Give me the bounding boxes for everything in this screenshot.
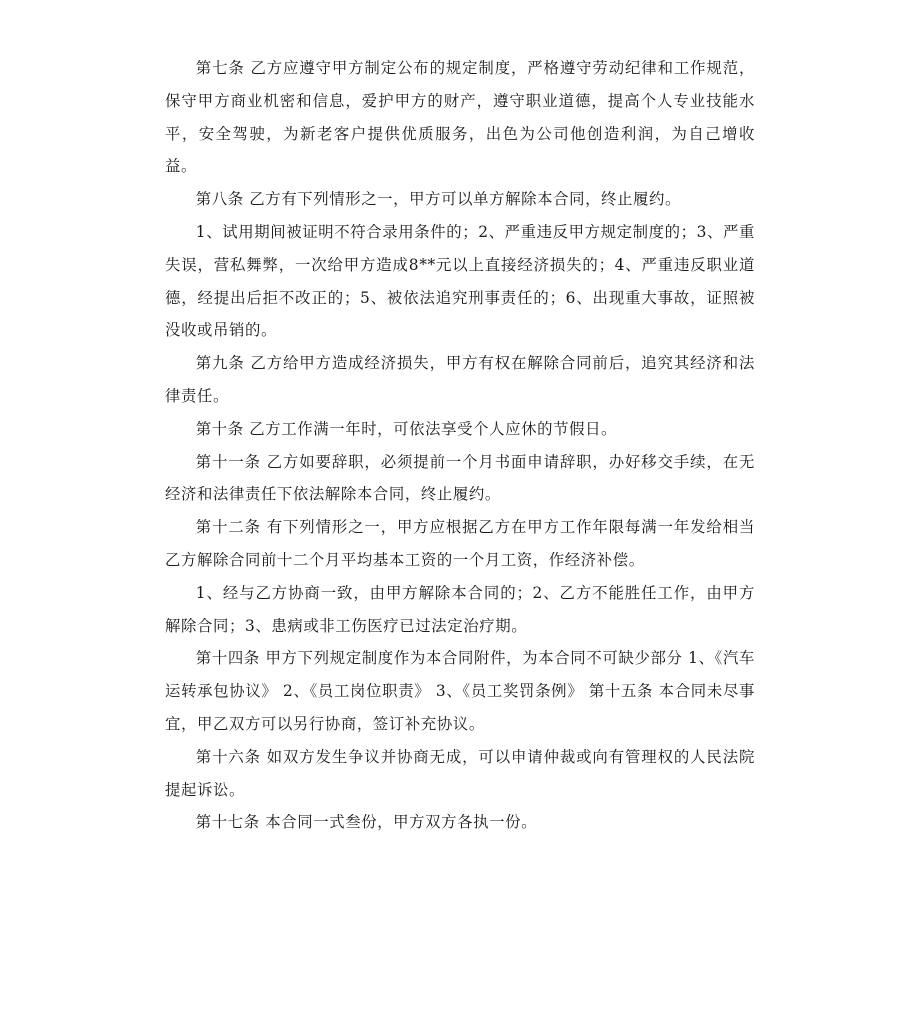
paragraph-article-10: 第十条 乙方工作满一年时，可依法享受个人应休的节假日。 bbox=[195, 419, 618, 438]
paragraph-article-7: 第七条 乙方应遵守甲方制定公布的规定制度，严格遵守劳动纪律和工作规范，保守甲方商业机密和信息，爱护甲方的财产，遵守职业道德，提高个人专业技能水平，安全驾驶，为新老客户提供优质服务，出色为公司他创造利润，为自己增收益。 bbox=[165, 59, 755, 176]
paragraph-article-11: 第十一条 乙方如要辞职，必须提前一个月书面申请辞职，办好移交手续，在无经济和法律责任下依法解除本合同，终止履约。 bbox=[165, 452, 755, 504]
paragraph-article-12: 第十二条 有下列情形之一，甲方应根据乙方在甲方工作年限每满一年发给相当乙方解除合同前十二个月平均基本工资的一个月工资，作经济补偿。 bbox=[165, 518, 755, 569]
paragraph-article-17: 第十七条 本合同一式叁份，甲方双方各执一份。 bbox=[195, 813, 538, 832]
paragraph-article-12-items: 1、经与乙方协商一致，由甲方解除本合同的；2、乙方不能胜任工作，由甲方解除合同；3、患病或非工伤医疗已过法定治疗期。 bbox=[165, 583, 755, 635]
paragraph-article-16: 第十六条 如双方发生争议并协商无成，可以申请仲裁或向有管理权的人民法院提起诉讼。 bbox=[165, 747, 755, 799]
document-body bbox=[165, 52, 755, 839]
paragraph-article-8: 第八条 乙方有下列情形之一，甲方可以单方解除本合同，终止履约。 bbox=[195, 190, 682, 209]
paragraph-article-8-items: 1、试用期间被证明不符合录用条件的；2、严重违反甲方规定制度的；3、严重失误，营私舞弊，一次给甲方造成8**元以上直接经济损失的；4、严重违反职业道德，经提出后拒不改正的；5、被依法追究刑事责任的；6、出现重大事故，证照被没收或吊销的。 bbox=[165, 222, 755, 340]
paragraph-article-9: 第九条 乙方给甲方造成经济损失，甲方有权在解除合同前后，追究其经济和法律责任。 bbox=[165, 354, 755, 405]
paragraph-article-14-15: 第十四条 甲方下列规定制度作为本合同附件，为本合同不可缺少部分 1、《汽车运转承包协议》 2、《员工岗位职责》 3、《员工奖罚条例》 第十五条 本合同未尽事宜，甲乙双方可以另行协商，签订补充协议。 bbox=[165, 649, 755, 733]
